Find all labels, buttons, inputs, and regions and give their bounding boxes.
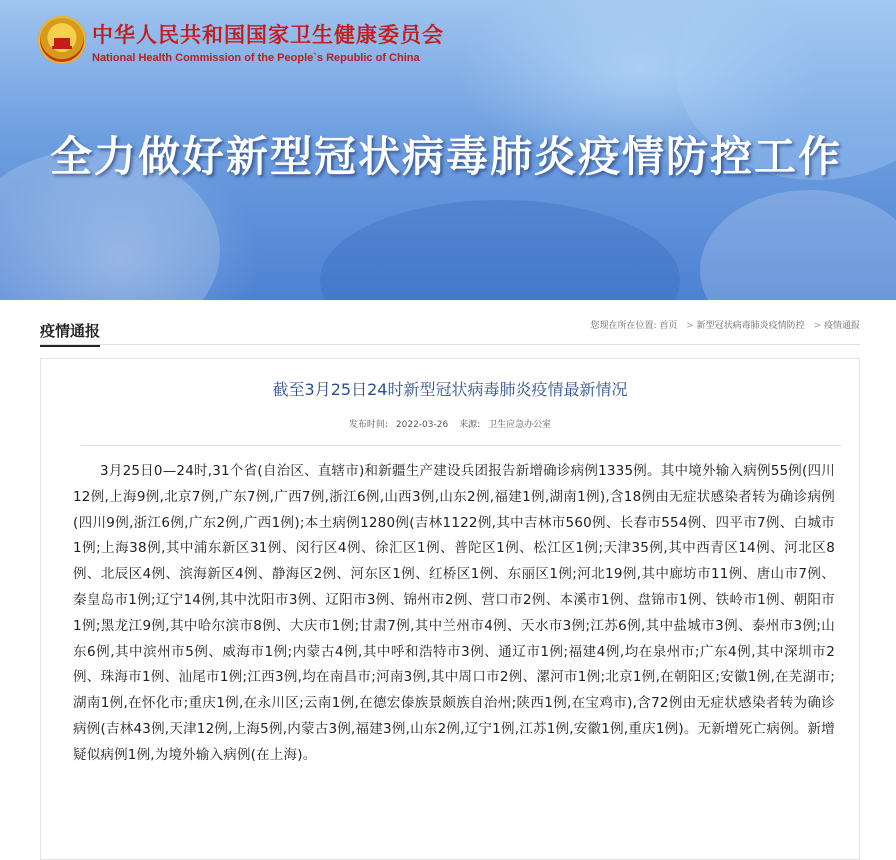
published-label: 发布时间: xyxy=(348,420,388,430)
source-name: 卫生应急办公室 xyxy=(488,420,552,430)
article-container xyxy=(40,358,860,860)
breadcrumb-separator: > xyxy=(813,321,822,331)
article-title: 截至3月25日24时新型冠状病毒肺炎疫情最新情况 xyxy=(272,380,628,399)
banner-decoration xyxy=(320,200,680,300)
breadcrumb xyxy=(584,318,860,331)
section-title: 疫情通报 xyxy=(40,320,100,347)
breadcrumb-home-link[interactable]: 首页 xyxy=(659,321,678,331)
org-name-cn[interactable]: 中华人民共和国国家卫生健康委员会 xyxy=(92,23,444,47)
divider xyxy=(81,445,841,446)
banner-slogan: 全力做好新型冠状病毒肺炎疫情防控工作 xyxy=(50,132,843,181)
national-emblem-icon[interactable] xyxy=(38,16,86,64)
breadcrumb-separator: > xyxy=(686,321,694,331)
org-name-en[interactable]: National Health Commission of the People`s Republic of China xyxy=(92,52,420,64)
breadcrumb-current-link[interactable]: 疫情通报 xyxy=(823,321,860,331)
article-meta xyxy=(41,417,859,430)
section-header xyxy=(40,314,860,345)
header-banner xyxy=(0,0,896,300)
published-date: 2022-03-26 xyxy=(395,420,449,430)
breadcrumb-topic-link[interactable]: 新型冠状病毒肺炎疫情防控 xyxy=(696,321,805,331)
banner-decoration xyxy=(700,190,896,300)
article-body: 3月25日0—24时,31个省(自治区、直辖市)和新疆生产建设兵团报告新增确诊病例1335例。其中境外输入病例55例(四川12例,上海9例,北京7例,广东7例,广西7例,浙江6例,山西3例,山东2例,福建1例,湖南1例),含18例由无症状感染者转为确诊病例(四川9例,浙江6例,广东2例,广西1例);本土病例1280例(吉林1122例,其中吉林市560例、长春市554例、四平市7例、白城市1例;上海38例,其中浦东新区31例、闵行区4例、徐汇区1例、普陀区1例、松江区1例;天津35例,其中西青区14例、河北区8例、北辰区4例、滨海新区4例、静海区2例、河东区1例、红桥区1例、东丽区1例;河北19例,其中廊坊市11例、唐山市7例、秦皇岛市1例;辽宁14例,其中沈阳市3例、辽阳市3例、锦州市2例、营口市2例、本溪市1例、盘锦市1例、铁岭市1例、朝阳市1例;黑龙江9例,其中哈尔滨市8例、大庆市1例;甘肃7例,其中兰州市4例、天水市3例;江苏6例,其中盐城市3例、泰州市3例;山东6例,其中滨州市5例、威海市1例;内蒙古4例,其中呼和浩特市3例、通辽市1例;福建4例,均在泉州市;广东4例,其中深圳市2例、珠海市1例、汕尾市1例;江西3例,均在南昌市;河南3例,其中周口市2例、漯河市1例;北京1例,在朝阳区;安徽1例,在芜湖市;湖南1例,在怀化市;重庆1例,在永川区;云南1例,在德宏傣族景颇族自治州;陕西1例,在宝鸡市),含72例由无症状感染者转为确诊病例(吉林43例,天津12例,上海5例,内蒙古3例,福建3例,山东2例,辽宁1例,江苏1例,安徽1例,重庆1例)。无新增死亡病例。新增疑似病例1例,为境外输入病例(在上海)。 xyxy=(73,463,835,763)
source-label: 来源: xyxy=(459,420,481,430)
breadcrumb-prefix: 您现在所在位置: xyxy=(590,321,657,331)
